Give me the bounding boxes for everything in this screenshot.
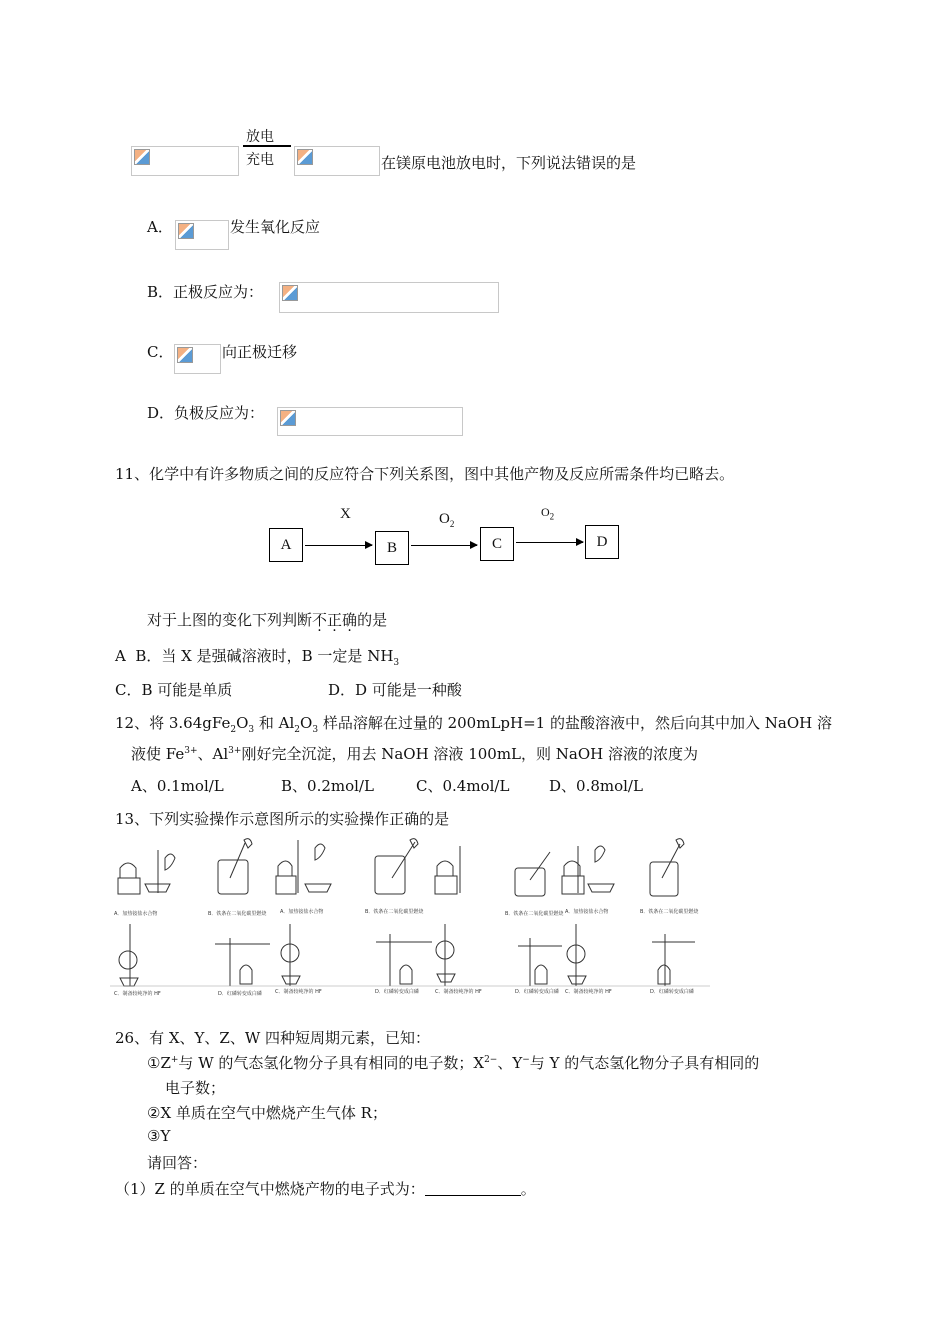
node-d: D: [585, 525, 619, 559]
q10-option-c-text: 向正极迁移: [222, 343, 298, 361]
node-b: B: [375, 531, 409, 565]
broken-image-icon: [297, 149, 313, 165]
broken-image-icon: [282, 285, 298, 301]
edge-label-x: X: [340, 506, 351, 522]
q13-stem: 13、下列实验操作示意图所示的实验操作正确的是: [115, 810, 450, 828]
caption-bottom-6: D．红磷转变成白磷: [515, 989, 559, 995]
caption-bottom-3: C．制备较纯净的 HF: [275, 989, 322, 995]
node-c: C: [480, 527, 514, 561]
caption-top-1: A．加热铵盐水合物: [114, 911, 158, 917]
q11-options-ab: A B．当 X 是强碱溶液时，B 一定是 $NH_3$: [115, 647, 400, 668]
broken-image-icon: [280, 410, 296, 426]
caption-bottom-1: C．制备较纯净的 HF: [114, 991, 161, 997]
q26-condition-1-cont: 电子数；: [165, 1079, 226, 1097]
caption-top-6: A．加热铵盐水合物: [565, 909, 609, 915]
formula-image-option-c: [174, 344, 221, 374]
formula-image-reactants: [131, 146, 239, 176]
q11-option-d: D．D 可能是一种酸: [328, 681, 462, 699]
q12-option-a: A、0.1mol/L: [131, 777, 224, 795]
answer-blank[interactable]: [425, 1181, 521, 1196]
broken-image-icon: [134, 149, 150, 165]
equilibrium-arrow: [243, 145, 291, 147]
caption-bottom-4: D．红磷转变成白磷: [375, 989, 419, 995]
q10-option-c-letter: C．: [147, 343, 174, 361]
caption-top-3: A．加热铵盐水合物: [280, 909, 324, 915]
caption-bottom-2: D．红磷转变成白磷: [218, 991, 262, 997]
caption-top-5: B．铁条在二氧化碳里燃烧: [505, 911, 564, 917]
arrow-label-charge: 充电: [246, 152, 274, 168]
q12-stem-line1: 12、将 $3.64gFe_2O_3$ 和 $Al_2O_3$ 样品溶解在过量的 200mLpH=1 的盐酸溶液中，然后向其中加入 NaOH 溶: [115, 714, 832, 735]
caption-bottom-7: C．制备较纯净的 HF: [565, 989, 612, 995]
formula-image-option-d: [277, 407, 463, 436]
q10-option-b-text: B．正极反应为：: [147, 283, 264, 301]
broken-image-icon: [178, 223, 194, 239]
apparatus-captions: [110, 838, 710, 998]
caption-top-7: B．铁条在二氧化碳里燃烧: [640, 909, 699, 915]
caption-bottom-8: D．红磷转变成白磷: [650, 989, 694, 995]
q26-ask: 请回答：: [147, 1154, 208, 1172]
q12-stem-line2: 液使 $Fe^{3+}$、$Al^{3+}$刚好完全沉淀，用去 NaOH 溶液 100mL，则 NaOH 溶液的浓度为: [131, 745, 698, 763]
q10-stem-text: 在镁原电池放电时，下列说法错误的是: [381, 154, 637, 172]
formula-image-option-a: [175, 220, 229, 250]
q26-subquestion-1: （1）Z 的单质在空气中燃烧产物的电子式为： 。: [115, 1180, 536, 1198]
formula-image-option-b: [279, 282, 499, 313]
caption-bottom-5: C．制备较纯净的 HF: [435, 989, 482, 995]
edge-label-o2-second: $O_2$: [541, 505, 555, 522]
q11-option-c: C．B 可能是单质: [115, 681, 233, 699]
arrow-b-c: [411, 545, 477, 546]
q10-option-a-letter: A．: [147, 218, 173, 236]
caption-top-2: B．铁条在二氧化碳里燃烧: [208, 911, 267, 917]
q11-stem: 11、化学中有许多物质之间的反应符合下列关系图，图中其他产物及反应所需条件均已略去。: [115, 465, 735, 483]
caption-top-4: B．铁条在二氧化碳里燃烧: [365, 909, 424, 915]
arrow-c-d: [516, 542, 583, 543]
q12-option-c: C、0.4mol/L: [416, 777, 510, 795]
q26-condition-2: ②X 单质在空气中燃烧产生气体 R；: [147, 1104, 387, 1122]
q10-option-a-text: 发生氧化反应: [230, 218, 321, 236]
q26-stem: 26、有 X、Y、Z、W 四种短周期元素，已知：: [115, 1029, 431, 1047]
node-a: A: [269, 528, 303, 562]
q26-condition-1: ①Z+与 W 的气态氢化物分子具有相同的电子数；$X^{2-}$、Y−与 Y 的气态氢化物分子具有相同的: [147, 1054, 760, 1072]
q10-option-d-text: D．负极反应为：: [147, 404, 265, 422]
q12-option-b: B、0.2mol/L: [281, 777, 374, 795]
q26-condition-3: ③Y: [147, 1127, 171, 1145]
q12-option-d: D、0.8mol/L: [549, 777, 643, 795]
arrow-a-b: [305, 545, 372, 546]
formula-image-products: [294, 146, 380, 176]
arrow-label-discharge: 放电: [246, 129, 274, 145]
broken-image-icon: [177, 347, 193, 363]
edge-label-o2-first: $O_2$: [439, 511, 455, 529]
q11-judge-line: 对于上图的变化下列判断不正确的是: [147, 611, 388, 629]
